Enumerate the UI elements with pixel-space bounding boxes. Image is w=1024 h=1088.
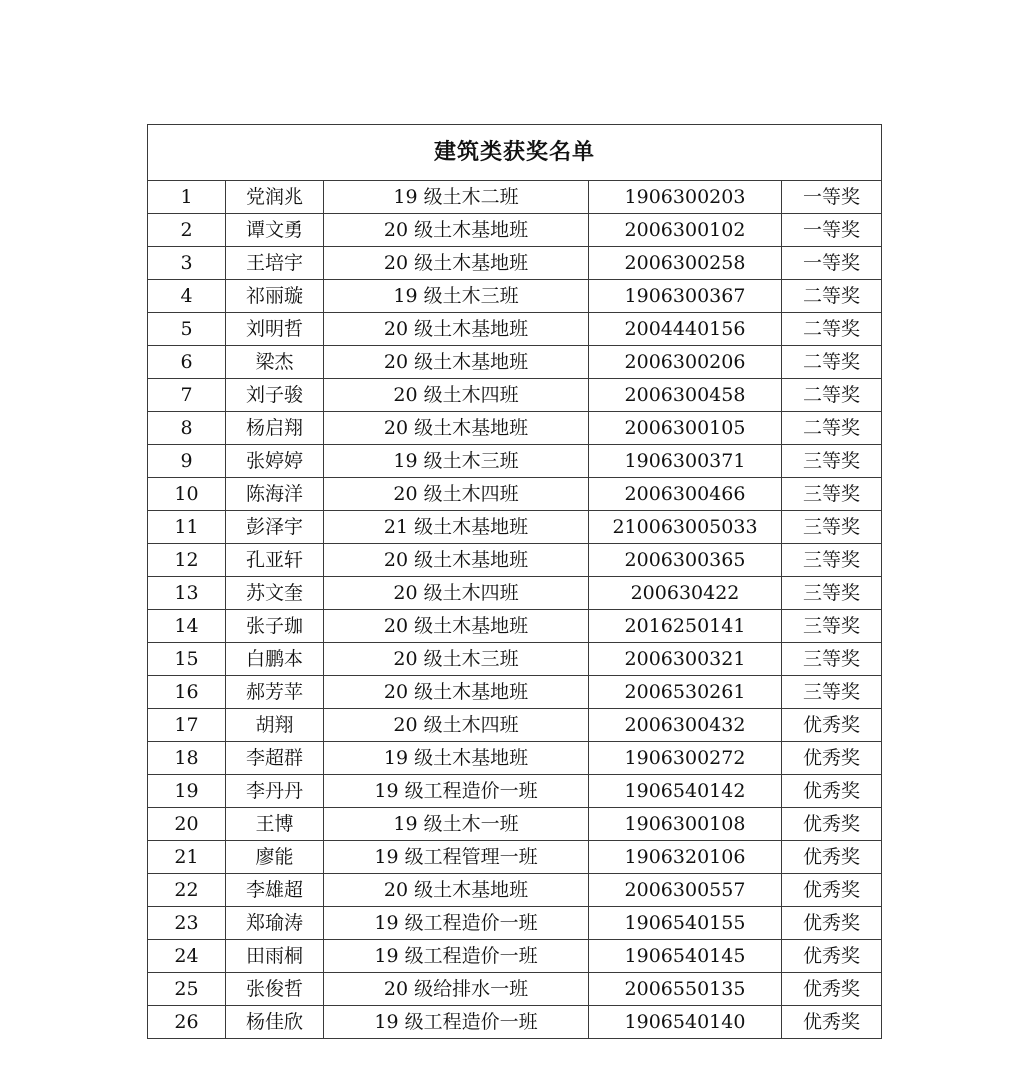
table-row xyxy=(148,511,882,544)
student-name: 梁杰 xyxy=(226,346,324,379)
table-row xyxy=(148,973,882,1006)
student-name: 白鹏本 xyxy=(226,643,324,676)
class-name: 20 级土木四班 xyxy=(324,577,589,610)
student-id: 2016250141 xyxy=(589,610,782,643)
row-number: 23 xyxy=(148,907,226,940)
award-level: 三等奖 xyxy=(782,478,882,511)
table-row xyxy=(148,874,882,907)
award-level: 二等奖 xyxy=(782,313,882,346)
table-row xyxy=(148,775,882,808)
table-row xyxy=(148,841,882,874)
student-id: 1906320106 xyxy=(589,841,782,874)
row-number: 16 xyxy=(148,676,226,709)
award-level: 三等奖 xyxy=(782,577,882,610)
table-row xyxy=(148,280,882,313)
student-id: 200630422 xyxy=(589,577,782,610)
award-table-body xyxy=(148,125,882,1039)
student-id: 1906300203 xyxy=(589,181,782,214)
class-name: 20 级土木四班 xyxy=(324,478,589,511)
class-name: 21 级土木基地班 xyxy=(324,511,589,544)
table-row xyxy=(148,1006,882,1039)
row-number: 24 xyxy=(148,940,226,973)
class-name: 19 级土木基地班 xyxy=(324,742,589,775)
student-id: 1906540155 xyxy=(589,907,782,940)
table-row xyxy=(148,907,882,940)
award-level: 二等奖 xyxy=(782,280,882,313)
student-name: 郝芳苹 xyxy=(226,676,324,709)
student-id: 1906540142 xyxy=(589,775,782,808)
award-level: 一等奖 xyxy=(782,247,882,280)
award-level: 优秀奖 xyxy=(782,808,882,841)
table-title: 建筑类获奖名单 xyxy=(148,125,882,181)
table-row xyxy=(148,940,882,973)
award-level: 三等奖 xyxy=(782,445,882,478)
class-name: 20 级土木基地班 xyxy=(324,412,589,445)
class-name: 19 级工程造价一班 xyxy=(324,775,589,808)
row-number: 13 xyxy=(148,577,226,610)
award-level: 三等奖 xyxy=(782,643,882,676)
table-row xyxy=(148,445,882,478)
award-list-document xyxy=(147,124,881,1039)
student-id: 1906300367 xyxy=(589,280,782,313)
row-number: 14 xyxy=(148,610,226,643)
award-level: 三等奖 xyxy=(782,544,882,577)
class-name: 19 级工程造价一班 xyxy=(324,907,589,940)
table-row xyxy=(148,346,882,379)
class-name: 19 级土木一班 xyxy=(324,808,589,841)
class-name: 20 级土木基地班 xyxy=(324,676,589,709)
student-id: 1906300371 xyxy=(589,445,782,478)
student-name: 张婷婷 xyxy=(226,445,324,478)
class-name: 20 级土木基地班 xyxy=(324,544,589,577)
award-level: 优秀奖 xyxy=(782,1006,882,1039)
table-row xyxy=(148,742,882,775)
student-name: 陈海洋 xyxy=(226,478,324,511)
student-id: 210063005033 xyxy=(589,511,782,544)
student-id: 1906300108 xyxy=(589,808,782,841)
student-id: 2006300432 xyxy=(589,709,782,742)
class-name: 20 级土木四班 xyxy=(324,709,589,742)
student-id: 2006300102 xyxy=(589,214,782,247)
class-name: 20 级土木基地班 xyxy=(324,610,589,643)
award-level: 二等奖 xyxy=(782,346,882,379)
row-number: 4 xyxy=(148,280,226,313)
class-name: 19 级工程造价一班 xyxy=(324,940,589,973)
student-id: 2004440156 xyxy=(589,313,782,346)
row-number: 2 xyxy=(148,214,226,247)
class-name: 20 级土木基地班 xyxy=(324,346,589,379)
award-level: 优秀奖 xyxy=(782,973,882,1006)
student-id: 2006300206 xyxy=(589,346,782,379)
student-id: 1906540145 xyxy=(589,940,782,973)
class-name: 20 级土木四班 xyxy=(324,379,589,412)
award-level: 优秀奖 xyxy=(782,907,882,940)
student-name: 祁丽璇 xyxy=(226,280,324,313)
award-level: 优秀奖 xyxy=(782,940,882,973)
row-number: 11 xyxy=(148,511,226,544)
award-level: 一等奖 xyxy=(782,181,882,214)
row-number: 26 xyxy=(148,1006,226,1039)
award-level: 优秀奖 xyxy=(782,709,882,742)
student-name: 李超群 xyxy=(226,742,324,775)
table-row xyxy=(148,709,882,742)
table-row xyxy=(148,577,882,610)
student-id: 2006550135 xyxy=(589,973,782,1006)
row-number: 3 xyxy=(148,247,226,280)
row-number: 25 xyxy=(148,973,226,1006)
table-row xyxy=(148,379,882,412)
class-name: 20 级土木基地班 xyxy=(324,247,589,280)
award-table xyxy=(147,124,882,1039)
row-number: 12 xyxy=(148,544,226,577)
award-level: 二等奖 xyxy=(782,379,882,412)
student-name: 郑瑜涛 xyxy=(226,907,324,940)
table-row xyxy=(148,544,882,577)
table-row xyxy=(148,676,882,709)
student-id: 2006300105 xyxy=(589,412,782,445)
student-name: 王博 xyxy=(226,808,324,841)
student-name: 张俊哲 xyxy=(226,973,324,1006)
award-level: 二等奖 xyxy=(782,412,882,445)
student-name: 党润兆 xyxy=(226,181,324,214)
award-level: 一等奖 xyxy=(782,214,882,247)
student-id: 1906300272 xyxy=(589,742,782,775)
class-name: 20 级土木三班 xyxy=(324,643,589,676)
table-row xyxy=(148,214,882,247)
student-id: 2006300365 xyxy=(589,544,782,577)
table-row xyxy=(148,412,882,445)
class-name: 20 级土木基地班 xyxy=(324,214,589,247)
table-row xyxy=(148,181,882,214)
award-level: 优秀奖 xyxy=(782,742,882,775)
row-number: 8 xyxy=(148,412,226,445)
table-row xyxy=(148,643,882,676)
class-name: 20 级给排水一班 xyxy=(324,973,589,1006)
student-id: 2006300557 xyxy=(589,874,782,907)
student-id: 2006300321 xyxy=(589,643,782,676)
table-row xyxy=(148,610,882,643)
row-number: 7 xyxy=(148,379,226,412)
student-name: 苏文奎 xyxy=(226,577,324,610)
row-number: 17 xyxy=(148,709,226,742)
row-number: 9 xyxy=(148,445,226,478)
class-name: 20 级土木基地班 xyxy=(324,874,589,907)
award-level: 三等奖 xyxy=(782,610,882,643)
row-number: 21 xyxy=(148,841,226,874)
student-name: 张子珈 xyxy=(226,610,324,643)
class-name: 19 级土木二班 xyxy=(324,181,589,214)
student-name: 刘子骏 xyxy=(226,379,324,412)
class-name: 20 级土木基地班 xyxy=(324,313,589,346)
award-level: 优秀奖 xyxy=(782,775,882,808)
class-name: 19 级工程管理一班 xyxy=(324,841,589,874)
table-row xyxy=(148,808,882,841)
class-name: 19 级土木三班 xyxy=(324,445,589,478)
row-number: 22 xyxy=(148,874,226,907)
row-number: 10 xyxy=(148,478,226,511)
row-number: 1 xyxy=(148,181,226,214)
award-level: 三等奖 xyxy=(782,676,882,709)
student-name: 田雨桐 xyxy=(226,940,324,973)
award-level: 优秀奖 xyxy=(782,841,882,874)
award-level: 三等奖 xyxy=(782,511,882,544)
row-number: 18 xyxy=(148,742,226,775)
award-level: 优秀奖 xyxy=(782,874,882,907)
row-number: 20 xyxy=(148,808,226,841)
table-row xyxy=(148,247,882,280)
student-name: 孔亚轩 xyxy=(226,544,324,577)
student-name: 杨佳欣 xyxy=(226,1006,324,1039)
student-name: 李雄超 xyxy=(226,874,324,907)
table-row xyxy=(148,478,882,511)
row-number: 5 xyxy=(148,313,226,346)
row-number: 15 xyxy=(148,643,226,676)
row-number: 19 xyxy=(148,775,226,808)
student-id: 1906540140 xyxy=(589,1006,782,1039)
student-id: 2006530261 xyxy=(589,676,782,709)
student-id: 2006300258 xyxy=(589,247,782,280)
row-number: 6 xyxy=(148,346,226,379)
title-row xyxy=(148,125,882,181)
student-name: 彭泽宇 xyxy=(226,511,324,544)
student-name: 廖能 xyxy=(226,841,324,874)
class-name: 19 级工程造价一班 xyxy=(324,1006,589,1039)
student-id: 2006300466 xyxy=(589,478,782,511)
table-row xyxy=(148,313,882,346)
student-name: 刘明哲 xyxy=(226,313,324,346)
student-name: 谭文勇 xyxy=(226,214,324,247)
student-name: 王培宇 xyxy=(226,247,324,280)
student-name: 胡翔 xyxy=(226,709,324,742)
student-name: 李丹丹 xyxy=(226,775,324,808)
student-id: 2006300458 xyxy=(589,379,782,412)
class-name: 19 级土木三班 xyxy=(324,280,589,313)
student-name: 杨启翔 xyxy=(226,412,324,445)
